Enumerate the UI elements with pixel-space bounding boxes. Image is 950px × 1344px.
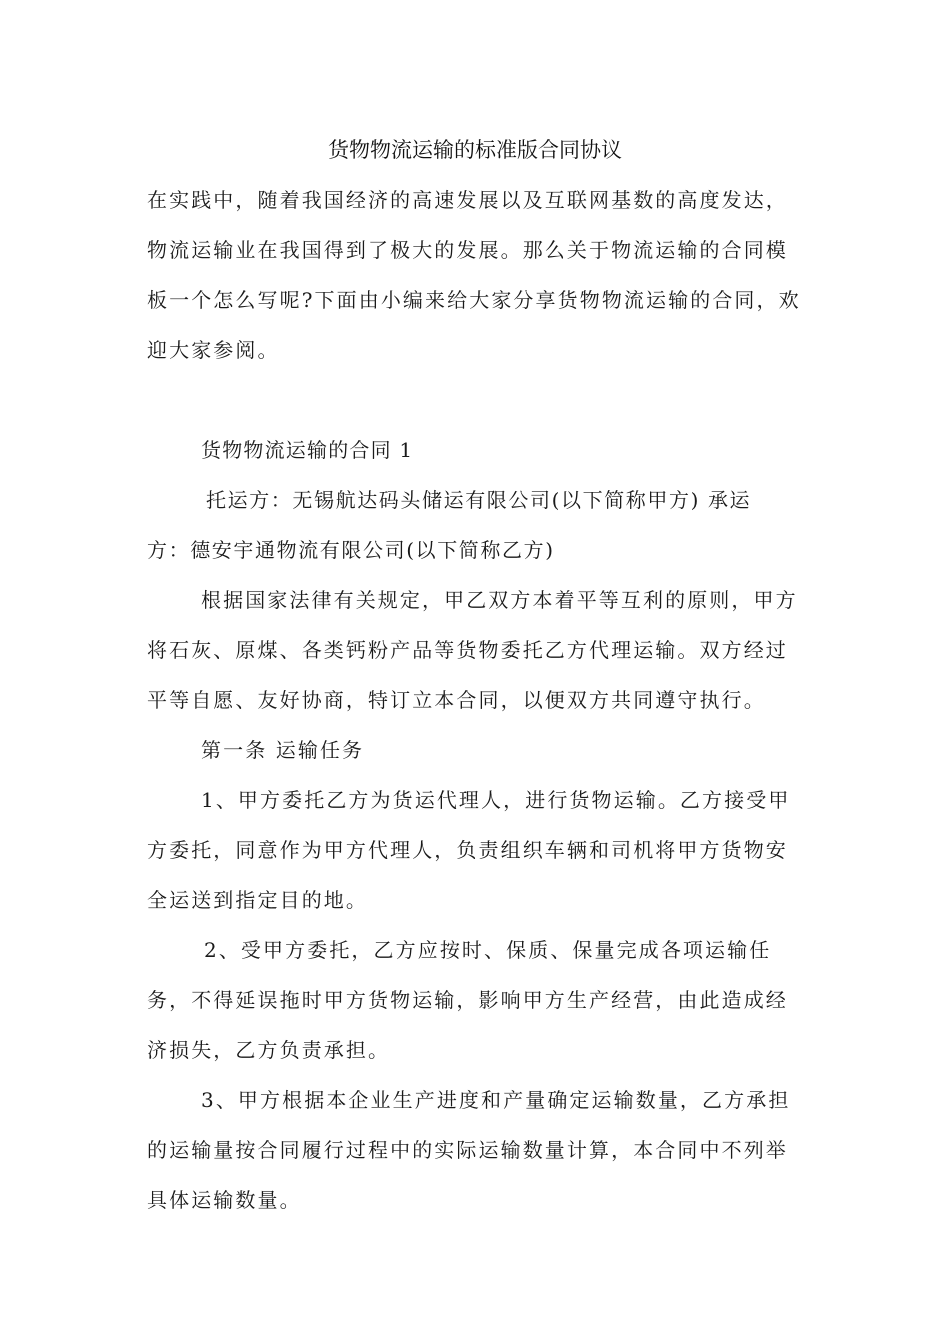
clause-1-line-1: 1、甲方委托乙方为货运代理人，进行货物运输。乙方接受甲 (201, 788, 791, 812)
clause-3-line-3: 具体运输数量。 (147, 1188, 302, 1212)
intro-line-3: 板一个怎么写呢?下面由小编来给大家分享货物物流运输的合同，欢 (147, 288, 801, 312)
intro-line-4: 迎大家参阅。 (147, 338, 280, 362)
carrier-line: 方：德安宇通物流有限公司(以下简称乙方) (147, 538, 555, 562)
intro-line-2: 物流运输业在我国得到了极大的发展。那么关于物流运输的合同模 (147, 238, 788, 262)
shipper-line: 托运方：无锡航达码头储运有限公司(以下简称甲方) 承运 (206, 488, 752, 512)
clause-1-line-2: 方委托，同意作为甲方代理人，负责组织车辆和司机将甲方货物安 (147, 838, 788, 862)
clause-2-line-3: 济损失，乙方负责承担。 (147, 1038, 391, 1062)
article-1-heading: 第一条 运输任务 (201, 738, 365, 762)
preamble-line-3: 平等自愿、友好协商，特订立本合同，以便双方共同遵守执行。 (147, 688, 766, 712)
clause-2-line-2: 务，不得延误拖时甲方货物运输，影响甲方生产经营，由此造成经 (147, 988, 788, 1012)
preamble-line-2: 将石灰、原煤、各类钙粉产品等货物委托乙方代理运输。双方经过 (147, 638, 788, 662)
clause-3-line-2: 的运输量按合同履行过程中的实际运输数量计算，本合同中不列举 (147, 1138, 788, 1162)
contract-heading: 货物物流运输的合同 1 (201, 438, 414, 462)
document-title: 货物物流运输的标准版合同协议 (328, 138, 622, 162)
clause-3-line-1: 3、甲方根据本企业生产进度和产量确定运输数量，乙方承担 (201, 1088, 791, 1112)
clause-1-line-3: 全运送到指定目的地。 (147, 888, 368, 912)
clause-2-line-1: 2、受甲方委托，乙方应按时、保质、保量完成各项运输任 (204, 938, 772, 962)
intro-line-1: 在实践中，随着我国经济的高速发展以及互联网基数的高度发达， (147, 188, 788, 212)
preamble-line-1: 根据国家法律有关规定，甲乙双方本着平等互利的原则，甲方 (201, 588, 798, 612)
